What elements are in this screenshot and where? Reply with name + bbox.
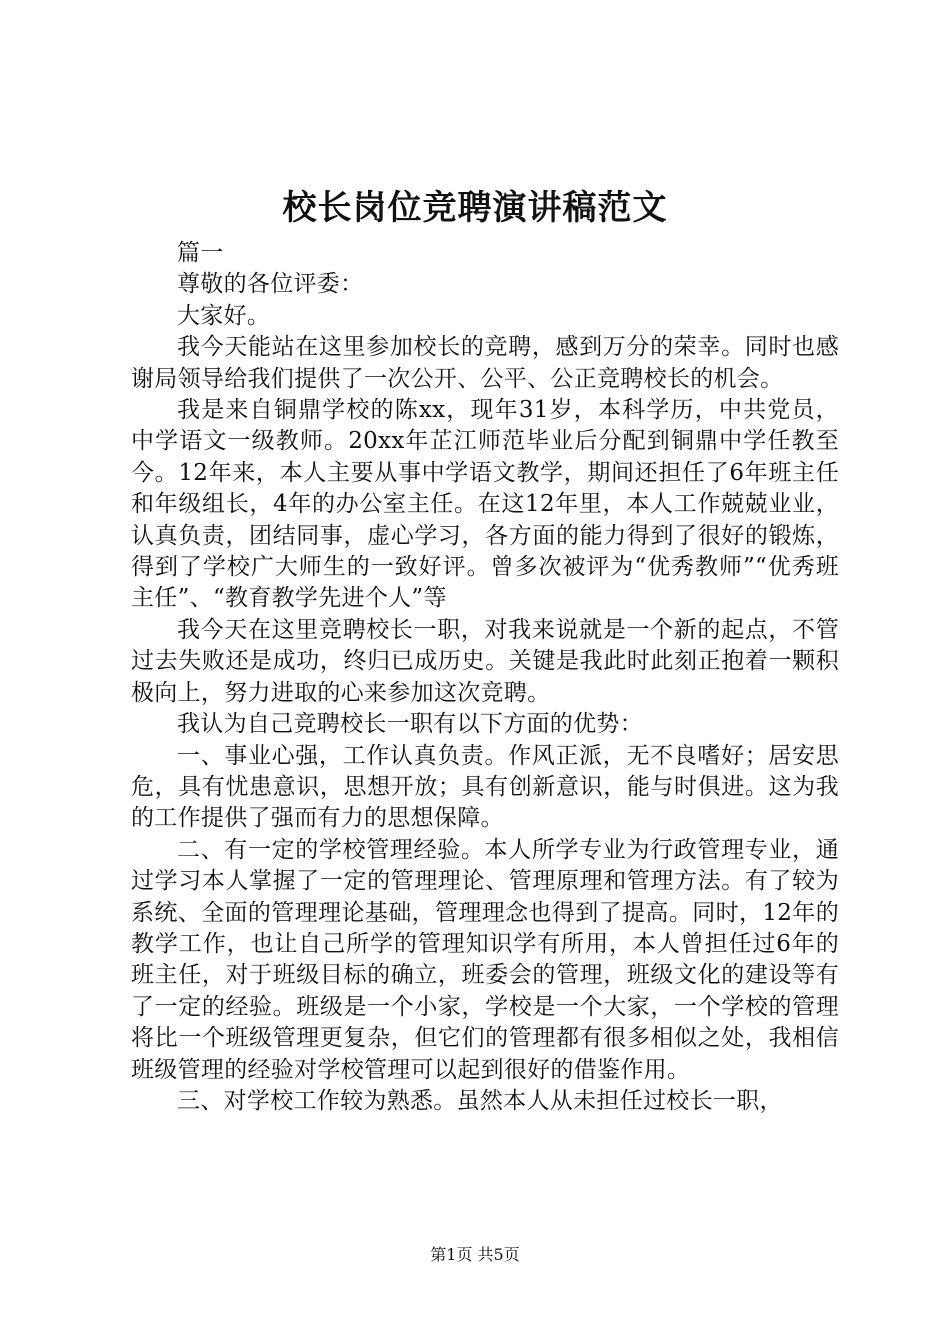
paragraph-advantage-two: 二、有一定的学校管理经验。本人所学专业为行政管理专业，通过学习本人掌握了一定的管理理论、管理原理和管理方法。有了较为系统、全面的管理理论基础，管理理念也得到了提高。同时，12年的教学工作，也让自己所学的管理知识学有所用，本人曾担任过6年的班主任，对于班级目标的确立，班委会的管理，班级文化的建设等有了一定的经验。班级是一个小家，学校是一个大家，一个学校的管理将比一个班级管理更复杂，但它们的管理都有很多相似之处，我相信班级管理的经验对学校管理可以起到很好的借鉴作用。 — [131, 836, 839, 1083]
paragraph-self-introduction: 我是来自铜鼎学校的陈xx，现年31岁，本科学历，中共党员，中学语文一级教师。20xx年芷江师范毕业后分配到铜鼎中学任教至今。12年来，本人主要从事中学语文教学，期间还担任了6年班主任和年级组长，4年的办公室主任。在这12年里，本人工作兢兢业业，认真负责，团结同事，虚心学习，各方面的能力得到了很好的锻炼，得到了学校广大师生的一致好评。曾多次被评为“优秀教师”“优秀班主任”、“教育教学先进个人”等 — [131, 397, 839, 612]
document-body — [131, 238, 839, 1117]
paragraph-advantage-one: 一、事业心强，工作认真负责。作风正派，无不良嗜好；居安思危，具有忧患意识，思想开放；具有创新意识，能与时俱进。这为我的工作提供了强而有力的思想保障。 — [131, 742, 839, 832]
paragraph-opening: 我今天能站在这里参加校长的竞聘，感到万分的荣幸。同时也感谢局领导给我们提供了一次公开、公平、公正竞聘校长的机会。 — [131, 334, 839, 392]
paragraph-new-start: 我今天在这里竞聘校长一职，对我来说就是一个新的起点，不管过去失败还是成功，终归已成历史。关键是我此时此刻正抱着一颗积极向上，努力进取的心来参加这次竞聘。 — [131, 616, 839, 706]
paragraph-advantages-intro: 我认为自己竞聘校长一职有以下方面的优势： — [177, 711, 643, 738]
paragraph-salutation: 尊敬的各位评委： — [177, 271, 364, 298]
paragraph-advantage-three: 三、对学校工作较为熟悉。虽然本人从未担任过校长一职， — [177, 1087, 783, 1114]
paragraph-greeting: 大家好。 — [177, 302, 271, 329]
document-title: 校长岗位竞聘演讲稿范文 — [282, 188, 668, 228]
page-number-footer: 第1页 共5页 — [430, 1245, 520, 1264]
paragraph-section-label: 篇一 — [177, 240, 224, 266]
